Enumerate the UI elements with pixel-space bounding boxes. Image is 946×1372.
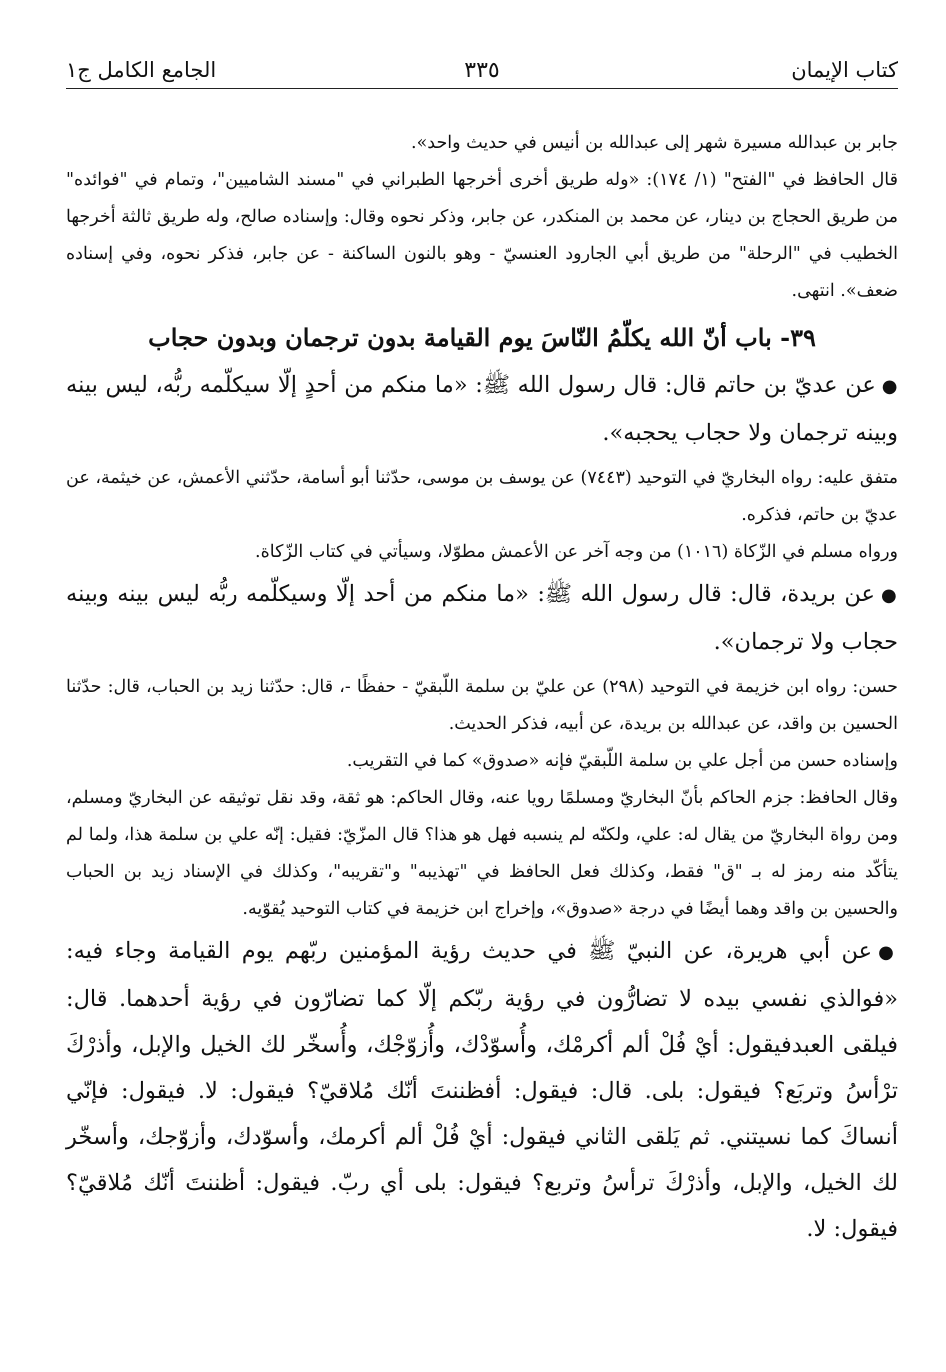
takhrij-4: وإسناده حسن من أجل علي بن سلمة اللّبقيّ فإنه «صدوق» كما في التقريب. — [346, 751, 898, 771]
takhrij-3: حسن: رواه ابن خزيمة في التوحيد (٢٩٨) عن عليّ بن سلمة اللّبقيّ - حفظًا -، قال: حدّثنا زيد بن الحباب، قال: حدّثنا الحسين بن واقد، عن عبدالله بن بريدة، عن أبيه، فذكر الحديث. — [66, 677, 899, 734]
chapter-heading: ٣٩- باب أنّ الله يكلّمُ النّاسَ يوم القيامة بدون ترجمان وبدون حجاب — [148, 323, 816, 352]
hadith-2 — [66, 571, 898, 665]
bullet-icon: ● — [880, 585, 898, 606]
book-title: الجامع الكامل ج١ — [66, 58, 217, 82]
hadith-3-text: عن أبي هريرة، عن النبيّ ﷺ في حديث رؤية المؤمنين ربّهم يوم القيامة وجاء فيه: «فوالذي نفسي بيده لا تضارُّون في رؤية ربّكم إلّا كما تضارّون في رؤية أحدهما. قال: فيلقى العبدفيقول: أيْ فُلْ ألم أكرمْك، وأُسوّدْك، وأُزوّجْك، وأُسخّر لك الخيل والإبل، وأذرْكَ ترْأسُ وتربَع؟ فيقول: بلى. قال: فيقول: أفظننتَ أنّك مُلاقيّ؟ فيقول: لا. فيقول: فإنّي أنساكَ كما نسيتني. ثم يَلقى الثاني فيقول: أيْ فُلْ ألم أكرمك، وأسوّدك، وأزوّجك، وأسخّر لك الخيل، والإبل، وأذرْكَ ترأسُ وتربع؟ فيقول: بلى أي ربّ. فيقول: أظننتَ أنّك مُلاقيّ؟ فيقول: لا. — [66, 938, 898, 1242]
takhrij-2: ورواه مسلم في الزّكاة (١٠١٦) من وجه آخر عن الأعمش مطوّلا، وسيأتي في كتاب الزّكاة. — [255, 542, 898, 562]
hadith-1 — [66, 362, 898, 456]
takhrij-1: متفق عليه: رواه البخاريّ في التوحيد (٧٤٤٣) عن يوسف بن موسى، حدّثنا أبو أسامة، حدّثني الأعمش، عن خيثمة، عن عديّ بن حاتم، فذكره. — [66, 468, 898, 525]
paragraph-1: جابر بن عبدالله مسيرة شهر إلى عبدالله بن أنيس في حديث واحد». — [411, 133, 898, 153]
takhrij-5: وقال الحافظ: جزم الحاكم بأنّ البخاريّ ومسلمًا رويا عنه، وقال الحاكم: هو ثقة، وقد نقل توثيقه عن البخاريّ ومسلم، ومن رواة البخاريّ من يقال له: علي، ولكنّه لم ينسبه فهل هو هذا؟ قال المزّيّ: فقيل: إنّه علي بن سلمة هذا، ولما لم يتأكّد منه رمز له بـ "ق" فقط، وكذلك فعل الحافظ في "تهذيبه" و"تقريبه"، وكذلك في الإسناد زيد بن الحباب والحسين بن واقد وهما أيضًا في درجة «صدوق»، وإخراج ابن خزيمة في كتاب التوحيد يُقوّيه. — [66, 788, 898, 919]
paragraph-2: قال الحافظ في "الفتح" (١/ ١٧٤): «وله طريق أخرى أخرجها الطبراني في "مسند الشاميين"، وتمام في "فوائده" من طريق الحجاج بن دينار، عن محمد بن المنكدر، عن جابر، وذكر نحوه وقال: وإسناده صالح، وله طريق ثالثة أخرجها الخطيب في "الرحلة" من طريق أبي الجارود العنسيّ - وهو بالنون الساكنة - عن جابر، فذكر نحوه، وفي إسناده ضعف». انتهى. — [66, 170, 899, 301]
bullet-icon: ● — [878, 942, 898, 963]
page-header — [66, 0, 898, 89]
bullet-icon: ● — [881, 376, 898, 397]
page-number: ٣٣٥ — [464, 58, 500, 83]
chapter-title: كتاب الإيمان — [791, 58, 898, 82]
hadith-1-text: عن عديّ بن حاتم قال: قال رسول الله ﷺ: «ما منكم من أحدٍ إلّا سيكلّمه ربُّه، ليس بينه وبينه ترجمان ولا حجاب يحجبه». — [66, 372, 898, 446]
page-content — [66, 89, 898, 1252]
hadith-3 — [66, 928, 898, 1252]
hadith-2-text: عن بريدة، قال: قال رسول الله ﷺ: «ما منكم من أحد إلّا وسيكلّمه ربُّه ليس بينه وبينه حجاب ولا ترجمان». — [66, 581, 898, 655]
